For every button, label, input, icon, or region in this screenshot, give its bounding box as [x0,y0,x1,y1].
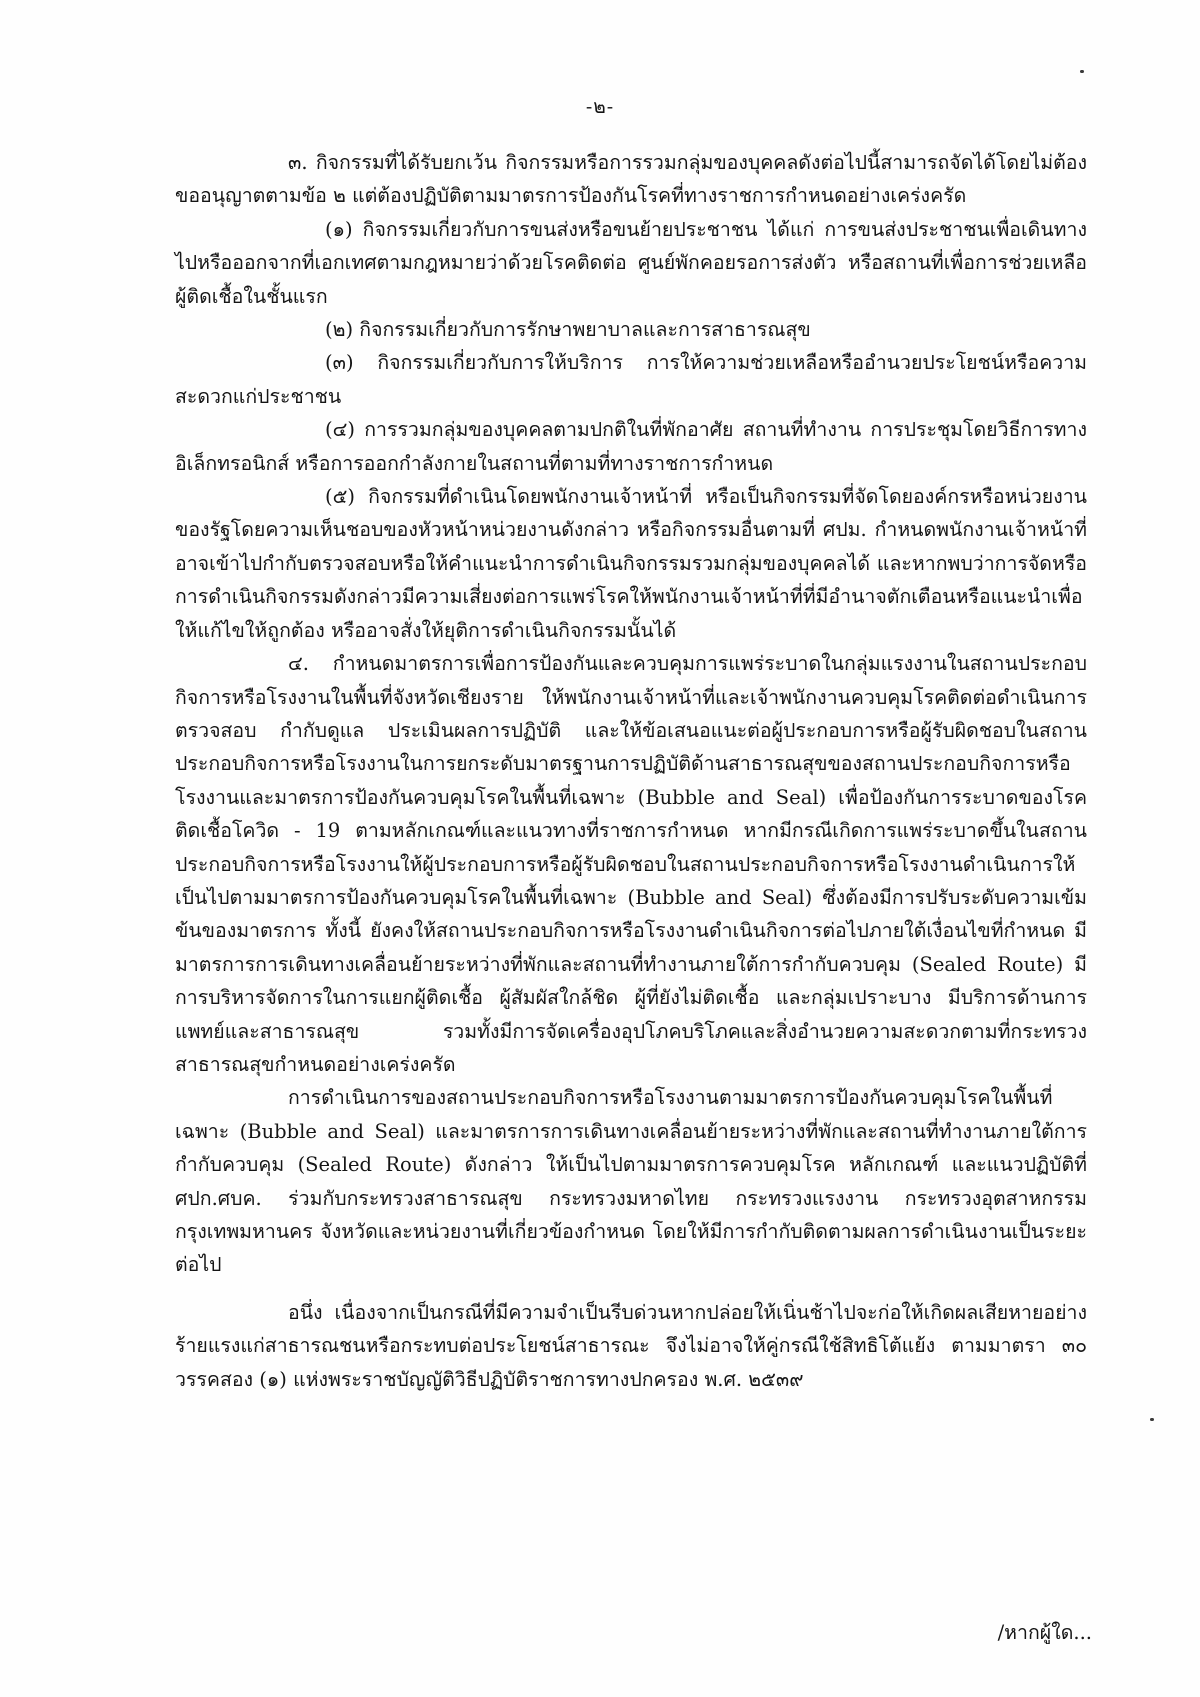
continued-marker: /หากผู้ใด... [997,1621,1092,1644]
page-number: -๒- [585,96,615,118]
paragraph-item-4-operation: การดำเนินการของสถานประกอบกิจการหรือโรงงานตามมาตรการป้องกันควบคุมโรคในพื้นที่เฉพาะ (Bubble and Seal) และมาตรการการเดินทางเคลื่อนย้ายระหว่างที่พักและสถานที่ทำงานภายใต้การกำกับควบคุม (Sealed Route) ดังกล่าว ให้เป็นไปตามมาตรการควบคุมโรค หลักเกณฑ์ และแนวปฏิบัติที่ ศปก.ศบค. ร่วมกับกระทรวงสาธารณสุข กระทรวงมหาดไทย กระทรวงแรงงาน กระทรวงอุตสาหกรรม กรุงเทพมหานคร จังหวัดและหน่วยงานที่เกี่ยวข้องกำหนด โดยให้มีการกำกับติดตามผลการดำเนินงานเป็นระยะต่อไป [175,1086,1087,1277]
document-body [175,146,1087,1396]
scan-speck [1150,1418,1154,1421]
paragraph-item-3-2: (๒) กิจกรรมเกี่ยวกับการรักษาพยาบาลและการสาธารณสุข [325,318,811,342]
paragraph-item-4: ๔. กำหนดมาตรการเพื่อการป้องกันและควบคุมการแพร่ระบาดในกลุ่มแรงงานในสถานประกอบกิจการหรือโรงงานในพื้นที่จังหวัดเชียงราย ให้พนักงานเจ้าหน้าที่และเจ้าพนักงานควบคุมโรคติดต่อดำเนินการตรวจสอบ กำกับดูแล ประเมินผลการปฏิบัติ และให้ข้อเสนอแนะต่อผู้ประกอบการหรือผู้รับผิดชอบในสถานประกอบกิจการหรือโรงงานในการยกระดับมาตรฐานการปฏิบัติด้านสาธารณสุขของสถานประกอบกิจการหรือโรงงานและมาตรการป้องกันควบคุมโรคในพื้นที่เฉพาะ (Bubble and Seal) เพื่อป้องกันการระบาดของโรคติดเชื้อโควิด - 19 ตามหลักเกณฑ์และแนวทางที่ราชการกำหนด หากมีกรณีเกิดการแพร่ระบาดขึ้นในสถานประกอบกิจการหรือโรงงานให้ผู้ประกอบการหรือผู้รับผิดชอบในสถานประกอบกิจการหรือโรงงานดำเนินการให้เป็นไปตามมาตรการป้องกันควบคุมโรคในพื้นที่เฉพาะ (Bubble and Seal) ซึ่งต้องมีการปรับระดับความเข้มข้นของมาตรการ ทั้งนี้ ยังคงให้สถานประกอบกิจการหรือโรงงานดำเนินกิจการต่อไปภายใต้เงื่อนไขที่กำหนด มีมาตรการการเดินทางเคลื่อนย้ายระหว่างที่พักและสถานที่ทำงานภายใต้การกำกับควบคุม (Sealed Route) มีการบริหารจัดการในการแยกผู้ติดเชื้อ ผู้สัมผัสใกล้ชิด ผู้ที่ยังไม่ติดเชื้อ และกลุ่มเปราะบาง มีบริการด้านการแพทย์และสาธารณสุข รวมทั้งมีการจัดเครื่องอุปโภคบริโภคและสิ่งอำนวยความสะดวกตามที่กระทรวงสาธารณสุขกำหนดอย่างเคร่งครัด [175,652,1087,1076]
paragraph-item-3: ๓. กิจกรรมที่ได้รับยกเว้น กิจกรรมหรือการรวมกลุ่มของบุคคลดังต่อไปนี้สามารถจัดได้โดยไม่ต้องขออนุญาตตามข้อ ๒ แต่ต้องปฏิบัติตามมาตรการป้องกันโรคที่ทางราชการกำหนดอย่างเคร่งครัด [175,151,1087,208]
paragraph-urgency-clause: อนึ่ง เนื่องจากเป็นกรณีที่มีความจำเป็นรีบด่วนหากปล่อยให้เนิ่นช้าไปจะก่อให้เกิดผลเสียหายอย่างร้ายแรงแก่สาธารณชนหรือกระทบต่อประโยชน์สาธารณะ จึงไม่อาจให้คู่กรณีใช้สิทธิโต้แย้ง ตามมาตรา ๓๐ วรรคสอง (๑) แห่งพระราชบัญญัติวิธีปฏิบัติราชการทางปกครอง พ.ศ. ๒๕๓๙ [175,1300,1087,1391]
paragraph-item-3-3: (๓) กิจกรรมเกี่ยวกับการให้บริการ การให้ความช่วยเหลือหรืออำนวยประโยชน์หรือความสะดวกแก่ประชาชน [175,351,1087,408]
scan-speck [1080,70,1084,73]
paragraph-item-3-5: (๕) กิจกรรมที่ดำเนินโดยพนักงานเจ้าหน้าที่ หรือเป็นกิจกรรมที่จัดโดยองค์กรหรือหน่วยงานของรัฐโดยความเห็นชอบของหัวหน้าหน่วยงานดังกล่าว หรือกิจกรรมอื่นตามที่ ศปม. กำหนดพนักงานเจ้าหน้าที่อาจเข้าไปกำกับตรวจสอบหรือให้คำแนะนำการดำเนินกิจกรรมรวมกลุ่มของบุคคลได้ และหากพบว่าการจัดหรือการดำเนินกิจกรรมดังกล่าวมีความเสี่ยงต่อการแพร่โรคให้พนักงานเจ้าหน้าที่ที่มีอำนาจตักเตือนหรือแนะนำเพื่อให้แก้ไขให้ถูกต้อง หรืออาจสั่งให้ยุติการดำเนินกิจกรรมนั้นได้ [175,485,1087,642]
paragraph-item-3-1: (๑) กิจกรรมเกี่ยวกับการขนส่งหรือขนย้ายประชาชน ได้แก่ การขนส่งประชาชนเพื่อเดินทางไปหรือออกจากที่เอกเทศตามกฎหมายว่าด้วยโรคติดต่อ ศูนย์พักคอยรอการส่งตัว หรือสถานที่เพื่อการช่วยเหลือผู้ติดเชื้อในชั้นแรก [175,217,1087,308]
paragraph-item-3-4: (๔) การรวมกลุ่มของบุคคลตามปกติในที่พักอาศัย สถานที่ทำงาน การประชุมโดยวิธีการทางอิเล็กทรอนิกส์ หรือการออกกำลังกายในสถานที่ตามที่ทางราชการกำหนด [175,418,1087,475]
